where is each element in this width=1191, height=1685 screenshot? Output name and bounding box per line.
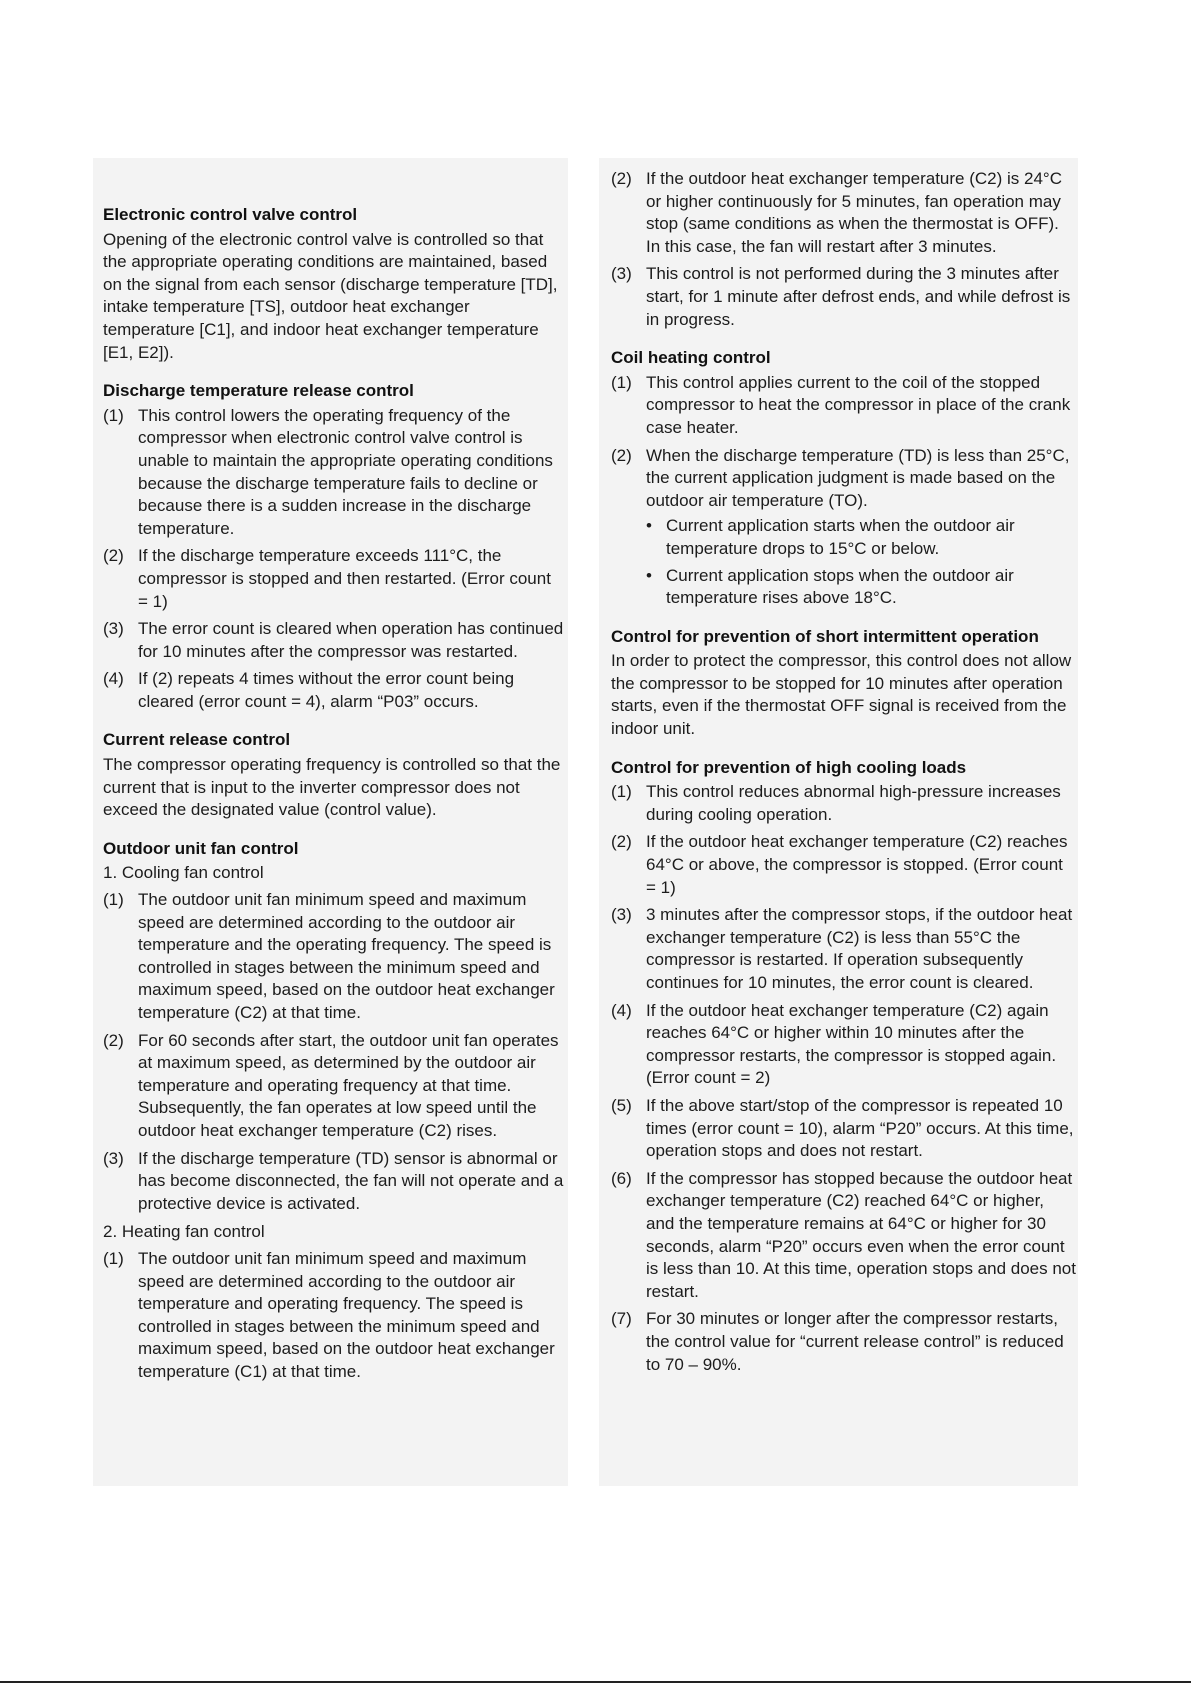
list-item — [611, 831, 1077, 899]
right-column — [611, 168, 1077, 1392]
item-text: This control reduces abnormal high-pressure increases during cooling operation. — [646, 782, 1061, 824]
list-item — [103, 618, 565, 663]
item-text: 3 minutes after the compressor stops, if the outdoor heat exchanger temperature (C2) is less than 55°C the compressor is restarted. If operation subsequently continues for 10 minutes, the error count is cleared. — [646, 905, 1073, 992]
item-text: If the outdoor heat exchanger temperature (C2) reaches 64°C or above, the compressor is stopped. (Error count = 1) — [646, 832, 1068, 897]
item-text: If the compressor has stopped because the outdoor heat exchanger temperature (C2) reached 64°C or higher, and the temperature remains at 64°C or higher for 30 seconds, alarm “P20” occurs even when the error count is less than 10. At this time, operation stops and does not restart. — [646, 1168, 1076, 1301]
heading-discharge-release: Discharge temperature release control — [103, 381, 414, 401]
list-high-cooling — [611, 781, 1077, 1376]
list-item — [611, 445, 1077, 610]
list-item — [103, 1030, 565, 1143]
item-number: (5) — [611, 1095, 632, 1115]
item-text-continued: Subsequently, the fan operates at low speed until the outdoor heat exchanger temperature (C2) rises. — [138, 1098, 537, 1140]
section-coil-heating — [611, 347, 1077, 610]
section-outdoor-fan — [103, 838, 565, 1384]
item-text: If (2) repeats 4 times without the error count being cleared (error count = 4), alarm “P03” occurs. — [138, 669, 515, 711]
bullet-text: Current application starts when the outdoor air temperature drops to 15°C or below. — [666, 516, 1015, 558]
item-number: (1) — [103, 405, 124, 425]
list-discharge-release — [103, 405, 565, 714]
page-bottom-rule — [0, 1681, 1191, 1683]
heading-short-intermittent: Control for prevention of short intermittent operation — [611, 626, 1039, 646]
item-text: If the outdoor heat exchanger temperature (C2) again reaches 64°C or higher within 10 minutes after the compressor restarts, the compressor is stopped again. (Error count = 2) — [646, 1000, 1057, 1088]
list-item — [103, 1148, 565, 1216]
bullet-icon: • — [646, 516, 652, 536]
section-electronic-valve — [103, 204, 565, 364]
item-number: (6) — [611, 1168, 632, 1188]
heading-high-cooling: Control for prevention of high cooling loads — [611, 757, 967, 777]
item-number: (2) — [611, 169, 632, 188]
item-number: (1) — [611, 782, 632, 802]
list-item — [103, 1248, 565, 1384]
item-number: (4) — [611, 1000, 632, 1020]
bullet-icon: • — [646, 565, 652, 585]
item-text: The error count is cleared when operation has continued for 10 minutes after the compressor was restarted. — [138, 619, 564, 661]
heading-electronic-valve: Electronic control valve control — [103, 205, 358, 224]
item-number: (7) — [611, 1309, 632, 1329]
item-number: (2) — [611, 832, 632, 852]
item-number: (3) — [611, 905, 632, 925]
list-item — [103, 668, 565, 713]
item-number: (3) — [611, 264, 632, 284]
item-number: (3) — [103, 1148, 124, 1168]
item-number: (1) — [611, 372, 632, 392]
list-item — [611, 372, 1077, 440]
item-text: For 60 seconds after start, the outdoor unit fan operates at maximum speed, as determined by the outdoor air temperature and operating frequency at that time. — [138, 1030, 559, 1095]
section-high-cooling — [611, 757, 1077, 1376]
item-text: If the discharge temperature exceeds 111°C, the compressor is stopped and then restarted. (Error count = 1) — [138, 546, 551, 611]
list-item — [611, 904, 1077, 994]
item-number: (2) — [611, 445, 632, 465]
item-number: (1) — [103, 1248, 124, 1268]
list-item — [103, 545, 565, 613]
section-current-release — [103, 729, 565, 821]
item-number: (1) — [103, 890, 124, 910]
section-heating-fan-continued — [611, 168, 1077, 331]
list-item — [611, 1168, 1077, 1304]
bullet-list — [646, 515, 1077, 609]
subheading-heating-fan: 2. Heating fan control — [103, 1222, 265, 1242]
item-text: This control applies current to the coil of the stopped compressor to heat the compressor in place of the crank case heater. — [646, 372, 1071, 437]
bullet-item — [646, 515, 1077, 560]
paragraph-short-intermittent: In order to protect the compressor, this control does not allow the compressor to be stopped for 10 minutes after operation starts, even if the thermostat OFF signal is received from the indoor unit. — [611, 651, 1072, 739]
list-item — [611, 1095, 1077, 1163]
item-text: If the above start/stop of the compressor is repeated 10 times (error count = 10), alarm “P20” occurs. At this time, operation stops and does not restart. — [646, 1095, 1074, 1161]
list-coil-heating — [611, 372, 1077, 610]
list-item — [611, 1000, 1077, 1090]
list-item — [611, 781, 1077, 826]
left-column — [103, 204, 565, 1400]
item-number: (4) — [103, 669, 124, 689]
list-item — [611, 168, 1077, 258]
item-text: For 30 minutes or longer after the compressor restarts, the control value for “current release control” is reduced to 70 – 90%. — [646, 1309, 1064, 1374]
list-cooling-fan — [103, 889, 565, 1215]
item-text: The outdoor unit fan minimum speed and maximum speed are determined according to the outdoor air temperature and operating frequency. The speed is controlled in stages between the minimum speed and maximum speed, based on the outdoor heat exchanger temperature (C1) at that time. — [138, 1248, 555, 1381]
item-number: (2) — [103, 546, 124, 566]
item-number: (2) — [103, 1030, 124, 1050]
section-short-intermittent — [611, 626, 1077, 741]
item-text: If the outdoor heat exchanger temperature (C2) is 24°C or higher continuously for 5 minutes, fan operation may stop (same conditions as when the thermostat is OFF). In this case, the fan will restart after 3 minutes. — [646, 169, 1062, 256]
list-heating-fan-continued — [611, 168, 1077, 331]
bullet-item — [646, 565, 1077, 610]
paragraph-current-release: The compressor operating frequency is controlled so that the current that is input to the inverter compressor does not exceed the designated value (control value). — [103, 755, 561, 820]
list-item — [103, 889, 565, 1025]
heading-outdoor-fan: Outdoor unit fan control — [103, 838, 299, 858]
item-text: This control is not performed during the 3 minutes after start, for 1 minute after defrost ends, and while defrost is in progress. — [646, 264, 1071, 329]
list-heating-fan — [103, 1248, 565, 1384]
heading-current-release: Current release control — [103, 730, 291, 750]
subheading-cooling-fan: 1. Cooling fan control — [103, 863, 264, 883]
section-discharge-release — [103, 380, 565, 713]
list-item — [611, 1308, 1077, 1376]
bullet-text: Current application stops when the outdoor air temperature rises above 18°C. — [666, 565, 1014, 608]
heading-coil-heating: Coil heating control — [611, 348, 771, 368]
item-text: If the discharge temperature (TD) sensor is abnormal or has become disconnected, the fan will not operate and a protective device is activated. — [138, 1148, 564, 1213]
item-text: When the discharge temperature (TD) is less than 25°C, the current application judgment is made based on the outdoor air temperature (TO). — [646, 445, 1070, 510]
item-number: (3) — [103, 619, 124, 639]
item-text: The outdoor unit fan minimum speed and maximum speed are determined according to the outdoor air temperature and the operating frequency. The speed is controlled in stages between the minimum speed and maximum speed, based on the outdoor heat exchanger temperature (C2) at that time. — [138, 890, 555, 1022]
list-item — [611, 263, 1077, 331]
list-item — [103, 405, 565, 541]
item-text: This control lowers the operating frequency of the compressor when electronic control valve control is unable to maintain the appropriate operating conditions because the discharge temperature fails to decline or because there is a sudden increase in the discharge temperature. — [138, 405, 553, 538]
paragraph-electronic-valve: Opening of the electronic control valve is controlled so that the appropriate operating conditions are maintained, based on the signal from each sensor (discharge temperature [TD], intake temperature [TS], outdoor heat exchanger temperature [C1], and indoor heat exchanger temperature [E1, E2]). — [103, 229, 558, 362]
